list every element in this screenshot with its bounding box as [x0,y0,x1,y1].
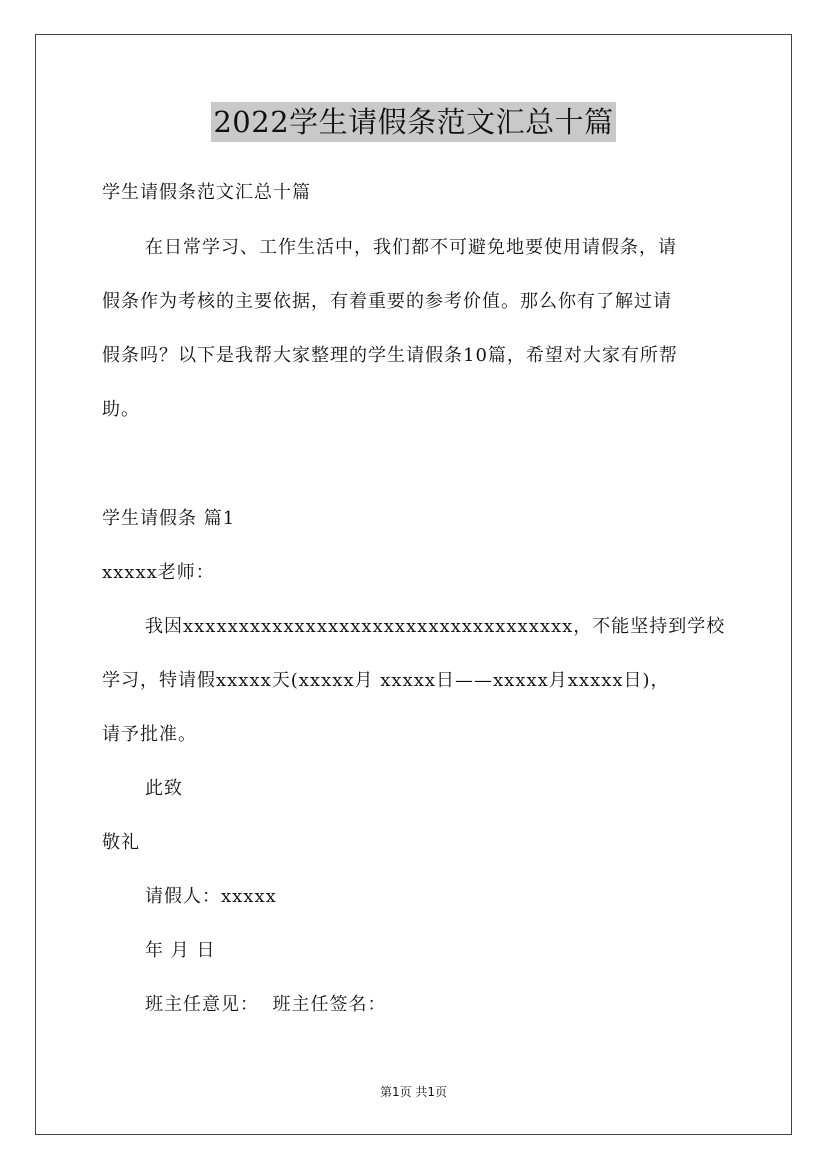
document-subtitle: 学生请假条范文汇总十篇 [102,182,311,203]
respect: 敬礼 [102,832,140,853]
section-heading: 学生请假条 篇1 [102,508,236,529]
closing: 此致 [145,778,183,799]
intro-line-2: 假条作为考核的主要依据，有着重要的参考价值。那么你有了解过请 [102,291,672,312]
body-line-3: 请予批准。 [102,724,197,745]
teacher-opinion: 班主任意见： 班主任签名： [145,994,387,1015]
title-wrapper [0,102,827,142]
intro-line-3: 假条吗？以下是我帮大家整理的学生请假条10篇，希望对大家有所帮 [102,345,678,366]
applicant: 请假人：xxxxx [145,886,277,907]
salutation: xxxxx老师： [102,562,215,583]
body-line-2: 学习，特请假xxxxx天(xxxxx月 xxxxx日——xxxxx月xxxxx日)， [102,670,670,691]
date-line: 年 月 日 [145,940,216,961]
page-footer: 第1页 共1页 [379,1085,448,1099]
body-line-1: 我因xxxxxxxxxxxxxxxxxxxxxxxxxxxxxxxxxxx，不能坚持到学校 [145,616,726,637]
document-title: 2022学生请假条范文汇总十篇 [211,102,615,142]
intro-line-1: 在日常学习、工作生活中，我们都不可避免地要使用请假条，请 [145,237,677,258]
intro-line-4: 助。 [102,399,140,420]
